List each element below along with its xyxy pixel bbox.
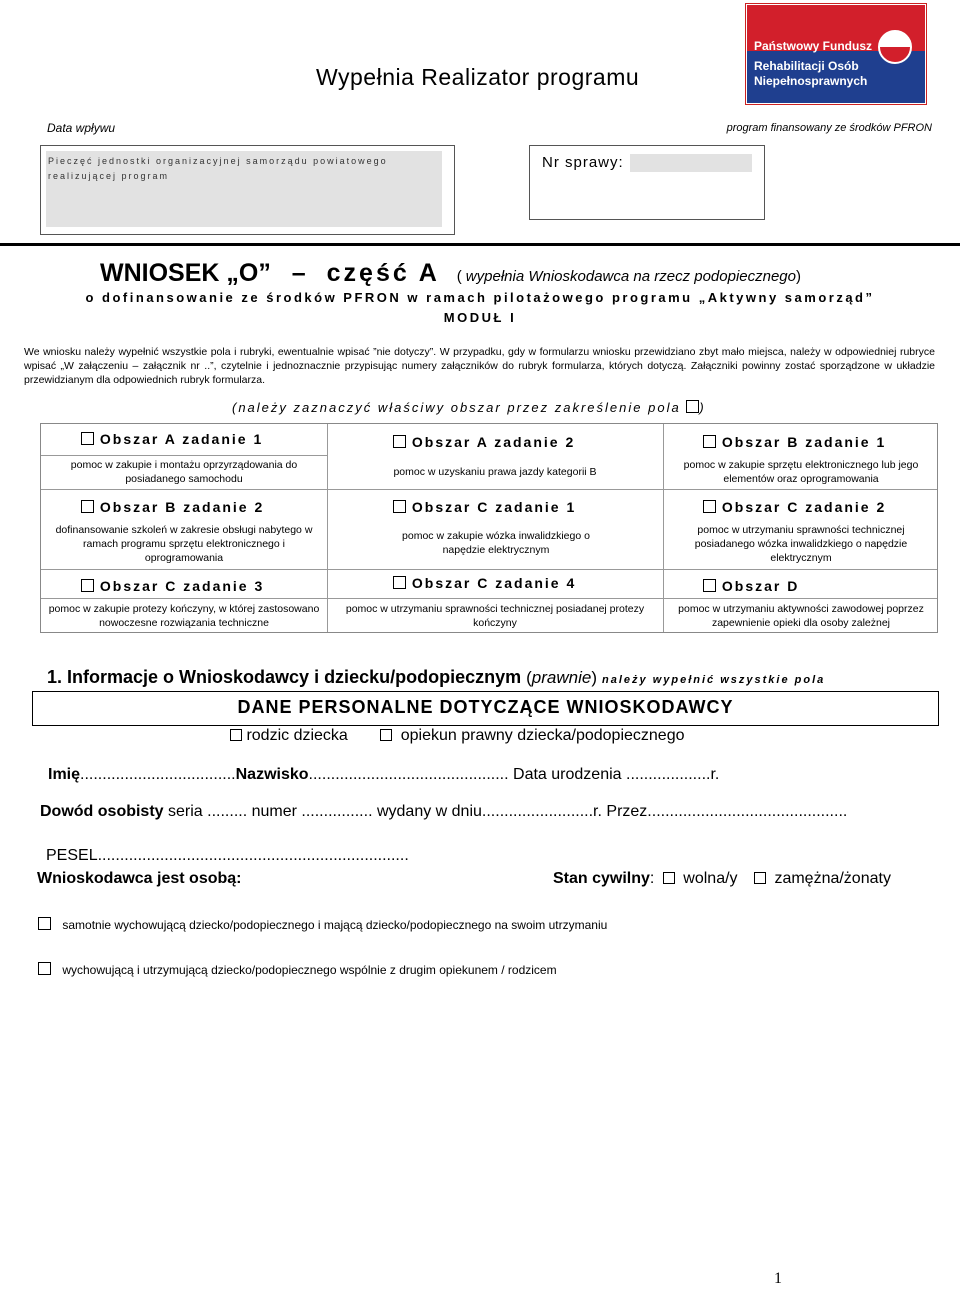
issued-by-label: Przez	[606, 803, 648, 820]
logo-line-3: Niepełnosprawnych	[754, 74, 868, 88]
name-row	[48, 766, 719, 784]
section-1-note: należy wypełnić wszystkie pola	[602, 674, 826, 686]
pesel-row	[46, 847, 409, 865]
form-title-sub: wypełnia Wnioskodawca na rzecz podopiecznego	[465, 268, 796, 285]
form-title-dash: –	[291, 259, 306, 287]
checkbox-icon	[663, 872, 675, 884]
stamp-box	[40, 145, 455, 235]
area-c3-desc: pomoc w zakupie protezy kończyny, w której zastosowano nowoczesne rozwiązania techniczne	[48, 603, 320, 629]
checkbox-icon	[230, 729, 242, 741]
form-title	[100, 259, 801, 288]
option-joint-parent[interactable]: wychowującą i utrzymującą dziecko/podopiecznego wspólnie z drugim opiekunem / rodzicem	[38, 962, 557, 977]
marital-status-label: Stan cywilny	[553, 870, 650, 887]
checkbox-icon	[38, 917, 51, 930]
area-c2-desc: pomoc w utrzymaniu sprawności technicznej posiadanego wózka inwalidzkiego o napędzie elektrycznym	[694, 524, 908, 564]
pfron-logo	[745, 3, 927, 105]
area-instruction	[232, 400, 706, 415]
pesel-label: PESEL	[46, 847, 98, 864]
area-b2-desc: dofinansowanie szkoleń w zakresie obsługi nabytego w ramach programu sprzętu elektronicznego i oprogramowania	[55, 524, 313, 564]
stamp-field[interactable]	[46, 151, 442, 227]
instructions-text: We wniosku należy wypełnić wszystkie pola i rubryki, ewentualnie wpisać ”nie dotyczy”. W przypadku, gdy w formularzu wniosku przewidziano zbyt mało miejsca, należy w odpowiedniej rubryce wpisać „W załączeniu – załącznik nr ..”, czytelnie i jednoznacznie przypisując numery załączników do rubryk formularza, których dotyczą. Załączniki powinny zostać sporządzone w układzie przewidzianym dla odpowiednich rubryk formularza.	[24, 346, 935, 386]
form-title-paren-open: (	[456, 268, 462, 285]
applicant-is-label: Wnioskodawca jest osobą:	[37, 870, 242, 887]
applicant-role-row	[230, 727, 684, 745]
form-title-paren-close: )	[796, 268, 801, 285]
section-1-prawnie: prawnie	[531, 668, 592, 687]
area-c2[interactable]: Obszar C zadanie 2	[703, 499, 886, 515]
logo-line-1: Państwowy Fundusz	[754, 39, 873, 53]
module-label: MODUŁ I	[443, 310, 517, 325]
option-single-parent[interactable]: samotnie wychowującą dziecko/podopiecznego i mającą dziecko/podopiecznego na swoim utrzymaniu	[38, 917, 607, 932]
form-title-part: część A	[326, 259, 440, 287]
area-c4-desc: pomoc w utrzymaniu sprawności technicznej posiadanej protezy kończyny	[345, 603, 645, 629]
checkbox-example-icon	[686, 400, 699, 413]
area-b2[interactable]: Obszar B zadanie 2	[81, 499, 264, 515]
birth-date-field[interactable]: ...................r.	[626, 766, 720, 783]
case-number-box	[529, 145, 765, 220]
case-number-field[interactable]	[630, 154, 752, 172]
checkbox-icon	[754, 872, 766, 884]
id-card-fields[interactable]: seria ......... numer ................ wydany w dniu.........................r.	[168, 803, 602, 820]
role-guardian[interactable]: opiekun prawny dziecka/podopiecznego	[380, 727, 684, 744]
personal-data-header-box	[32, 691, 939, 726]
area-a2[interactable]: Obszar A zadanie 2	[393, 434, 575, 450]
divider	[0, 243, 960, 246]
section-1-paren-open: (	[526, 668, 532, 687]
program-financing-note: program finansowany ze środków PFRON	[726, 122, 932, 134]
logo-line-2: Rehabilitacji Osób	[754, 59, 859, 73]
area-c1[interactable]: Obszar C zadanie 1	[393, 499, 576, 515]
realizator-heading: Wypełnia Realizator programu	[316, 64, 640, 90]
area-b1[interactable]: Obszar B zadanie 1	[703, 434, 886, 450]
form-title-main: WNIOSEK „O”	[100, 259, 271, 287]
area-instruction-close: )	[699, 400, 706, 415]
area-a1[interactable]: Obszar A zadanie 1	[81, 431, 263, 447]
marital-status-row	[553, 870, 891, 888]
area-d[interactable]: Obszar D	[703, 578, 799, 594]
marital-status-colon: :	[649, 870, 655, 887]
area-instruction-text: (należy zaznaczyć właściwy obszar przez zakreślenie pola	[232, 400, 681, 415]
section-1-paren-close: )	[591, 668, 598, 687]
checkbox-icon	[380, 729, 392, 741]
case-number-label: Nr sprawy:	[542, 154, 624, 171]
last-name-label: Nazwisko	[235, 766, 309, 783]
area-b1-desc: pomoc w zakupie sprzętu elektronicznego lub jego elementów oraz oprogramowania	[683, 459, 919, 485]
first-name-field[interactable]: ...................................	[80, 766, 236, 783]
area-c4[interactable]: Obszar C zadanie 4	[393, 575, 576, 591]
id-row	[40, 803, 847, 821]
data-wplywu-label: Data wpływu	[47, 121, 116, 135]
section-1-title: 1. Informacje o Wnioskodawcy i dziecku/podopiecznym	[47, 667, 522, 687]
stamp-label: Pieczęć jednostki organizacyjnej samorządu powiatowego realizującej program	[48, 156, 388, 181]
area-a2-desc: pomoc w uzyskaniu prawa jazdy kategorii B	[393, 466, 597, 478]
first-name-label: Imię	[48, 766, 81, 783]
area-a1-desc: pomoc w zakupie i montażu oprzyrządowania do posiadanego samochodu	[70, 459, 298, 485]
checkbox-icon	[38, 962, 51, 975]
marital-single[interactable]: wolna/y	[663, 870, 738, 887]
role-parent[interactable]: rodzic dziecka	[230, 727, 348, 744]
id-card-label: Dowód osobisty	[40, 803, 164, 820]
area-c3[interactable]: Obszar C zadanie 3	[81, 578, 264, 594]
section-1-heading	[47, 667, 825, 688]
birth-date-label: Data urodzenia	[513, 766, 622, 783]
pesel-field[interactable]: ......................................................................	[97, 847, 409, 864]
page-number: 1	[774, 1270, 782, 1287]
last-name-field[interactable]: .............................................	[308, 766, 509, 783]
personal-data-title: DANE PERSONALNE DOTYCZĄCE WNIOSKODAWCY	[237, 697, 734, 717]
areas-grid	[40, 423, 938, 633]
marital-married[interactable]: zamężna/żonaty	[754, 870, 891, 887]
form-subtitle: o dofinansowanie ze środków PFRON w ramach pilotażowego programu „Aktywny samorząd”	[85, 290, 875, 305]
area-c1-desc: pomoc w zakupie wózka inwalidzkiego o napędzie elektrycznym	[402, 530, 590, 556]
issued-by-field[interactable]: .............................................	[647, 803, 848, 820]
area-d-desc: pomoc w utrzymaniu aktywności zawodowej poprzez zapewnienie opieki dla osoby zależnej	[678, 603, 924, 629]
